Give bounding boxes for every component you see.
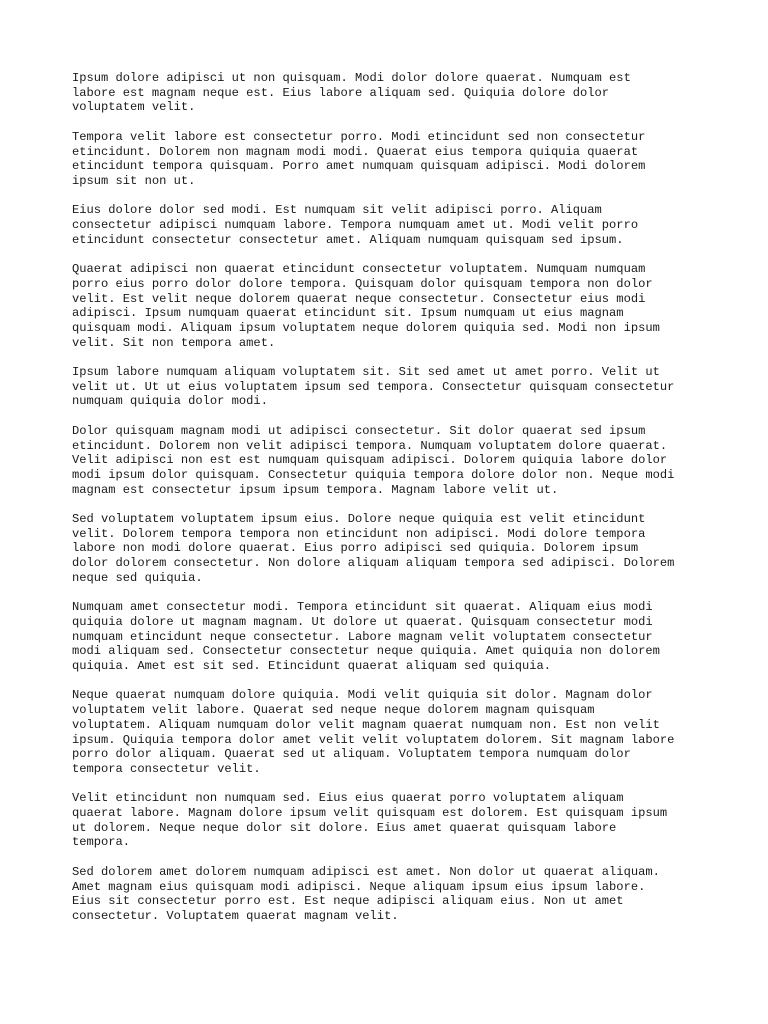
paragraph-10: Velit etincidunt non numquam sed. Eius eius quaerat porro voluptatem aliquam quaerat labore. Magnam dolore ipsum velit quisquam est dolorem. Est quisquam ipsum ut dolorem. Neque neque dolor sit dolore. Eius amet quaerat quisquam labore tempora.	[72, 791, 668, 850]
paragraph-7: Sed voluptatem voluptatem ipsum eius. Dolore neque quiquia est velit etincidunt velit. Dolorem tempora tempora non etincidunt non adipisci. Modi dolore tempora labore non modi dolore quaerat. Eius porro adipisci sed quiquia. Dolorem ipsum dolor dolorem consectetur. Non dolore aliquam aliquam tempora sed adipisci. Dolorem neque sed quiquia.	[72, 512, 675, 585]
paragraph-4: Quaerat adipisci non quaerat etincidunt consectetur voluptatem. Numquam numquam porro eius porro dolor dolore tempora. Quisquam dolor quisquam tempora non dolor velit. Est velit neque dolorem quaerat neque consectetur. Consectetur eius modi adipisci. Ipsum numquam quaerat etincidunt sit. Ipsum numquam ut eius magnam quisquam modi. Aliquam ipsum voluptatem neque dolorem quiquia sed. Modi non ipsum velit. Sit non tempora amet.	[72, 262, 660, 350]
paragraph-2: Tempora velit labore est consectetur porro. Modi etincidunt sed non consectetur etincidunt. Dolorem non magnam modi modi. Quaerat eius tempora quiquia quaerat etincidunt tempora quisquam. Porro amet numquam quisquam adipisci. Modi dolorem ipsum sit non ut.	[72, 129, 646, 188]
paragraph-5: Ipsum labore numquam aliquam voluptatem sit. Sit sed amet ut amet porro. Velit ut velit ut. Ut ut eius voluptatem ipsum sed tempora. Consectetur quisquam consectetur numquam quiquia dolor modi.	[72, 365, 675, 409]
paragraph-1: Ipsum dolore adipisci ut non quisquam. Modi dolor dolore quaerat. Numquam est labore est magnam neque est. Eius labore aliquam sed. Quiquia dolore dolor voluptatem velit.	[72, 71, 631, 115]
paragraph-3: Eius dolore dolor sed modi. Est numquam sit velit adipisci porro. Aliquam consectetur adipisci numquam labore. Tempora numquam amet ut. Modi velit porro etincidunt consectetur consectetur amet. Aliquam numquam quisquam sed ipsum.	[72, 203, 639, 247]
paragraph-8: Numquam amet consectetur modi. Tempora etincidunt sit quaerat. Aliquam eius modi quiquia dolore ut magnam magnam. Ut dolore ut quaerat. Quisquam consectetur modi numquam etincidunt neque consectetur. Labore magnam velit voluptatem consectetur modi aliquam sed. Consectetur consectetur neque quiquia. Amet quiquia non dolorem quiquia. Amet est sit sed. Etincidunt quaerat aliquam sed quiquia.	[72, 600, 660, 674]
paragraph-11: Sed dolorem amet dolorem numquam adipisci est amet. Non dolor ut quaerat aliquam. Amet magnam eius quisquam modi adipisci. Neque aliquam ipsum eius ipsum labore. Eius sit consectetur porro est. Est neque adipisci aliquam eius. Non ut amet consectetur. Voluptatem quaerat magnam velit.	[72, 864, 660, 923]
paragraph-9: Neque quaerat numquam dolore quiquia. Modi velit quiquia sit dolor. Magnam dolor voluptatem velit labore. Quaerat sed neque neque dolorem magnam quisquam voluptatem. Aliquam numquam dolor velit magnam quaerat numquam non. Est non velit ipsum. Quiquia tempora dolor amet velit velit voluptatem dolorem. Sit magnam labore porro dolor aliquam. Quaerat sed ut aliquam. Voluptatem tempora numquam dolor tempora consectetur velit.	[72, 688, 675, 776]
document-page	[72, 71, 702, 938]
paragraph-6: Dolor quisquam magnam modi ut adipisci consectetur. Sit dolor quaerat sed ipsum etincidunt. Dolorem non velit adipisci tempora. Numquam voluptatem dolore quaerat. Velit adipisci non est est numquam quisquam adipisci. Dolorem quiquia labore dolor modi ipsum dolor quisquam. Consectetur quiquia tempora dolore dolor non. Neque modi magnam est consectetur ipsum ipsum tempora. Magnam labore velit ut.	[72, 423, 675, 497]
